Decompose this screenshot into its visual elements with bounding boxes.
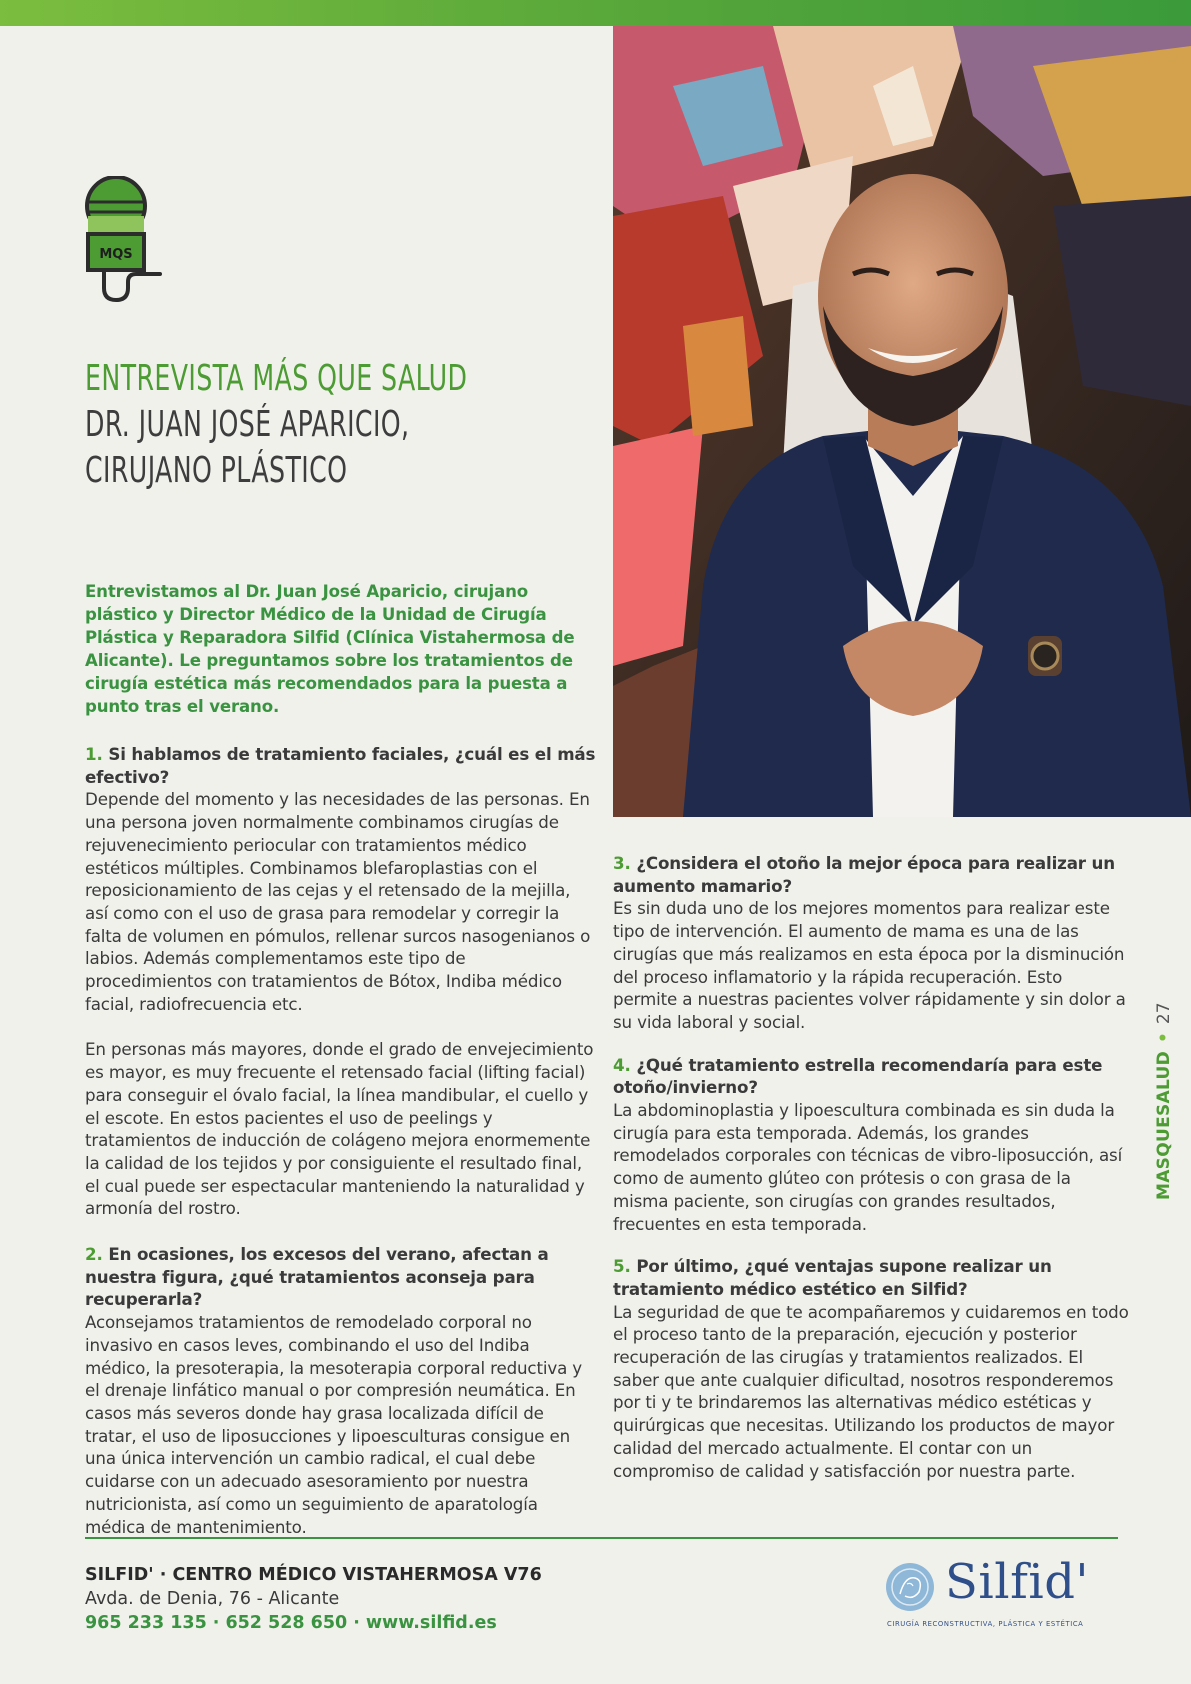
contact-separator: ·	[212, 1613, 220, 1633]
mic-label: MQS	[99, 247, 133, 262]
silfid-logo	[885, 1554, 1119, 1630]
side-folio	[1154, 1002, 1174, 1200]
article-title-block	[85, 356, 605, 494]
question-text: ¿Considera el otoño la mejor época para realizar un aumento mamario?	[613, 853, 1116, 896]
phone-1[interactable]: 965 233 135	[85, 1613, 207, 1633]
article-intro: Entrevistamos al Dr. Juan José Aparicio, cirujano plástico y Director Médico de la Unidad de Cirugía Plástica y Reparadora Silfid (Clínica Vistahermosa de Alicante). Le preguntamos sobre los tratamientos de cirugía estética más recomendados para la puesta a punto tras el verano.	[85, 582, 575, 716]
clinic-name: SILFID' · CENTRO MÉDICO VISTAHERMOSA V76	[85, 1565, 542, 1585]
question-text: Si hablamos de tratamiento faciales, ¿cuál es el más efectivo?	[85, 744, 596, 787]
microphone-icon	[82, 176, 178, 320]
question-text: ¿Qué tratamiento estrella recomendaría para este otoño/invierno?	[613, 1054, 1103, 1098]
question-number: 4.	[613, 1054, 631, 1075]
question-number: 3.	[613, 853, 631, 873]
logo-tagline: CIRUGÍA RECONSTRUCTIVA, PLÁSTICA Y ESTÉTICA	[887, 1620, 1084, 1628]
left-text-column	[85, 580, 597, 1558]
footer-contact-block	[85, 1563, 542, 1635]
contact-separator: ·	[353, 1613, 360, 1633]
answer-5: La seguridad de que te acompañaremos y cuidaremos en todo el proceso tanto de la preparación, ejecución y posterior recuperación de las cirugías y tratamientos realizados. El saber que ante cualquier dificultad, nosotros responderemos por ti y te brindaremos las alternativas médico estéticas y quirúrgicas que necesitas. Utilizando los productos de mayor calidad del mercado actualmente. El contar con un compromiso de calidad y satisfacción por nuestra parte.	[613, 1301, 1129, 1481]
logo-wordmark: Silfid'	[945, 1554, 1090, 1610]
section-kicker: ENTREVISTA MÁS QUE SALUD	[85, 358, 468, 399]
answer-3: Es sin duda uno de los mejores momentos para realizar este tipo de intervención. El aumento de mama es una de las cirugías que más realizamos en esta época por la disminución del proceso inflamatorio y la rápida recuperación. Esto permite a nuestras pacientes volver rápidamente y sin dolor a su vida laboral y social.	[613, 898, 1126, 1032]
page-title-line1: DR. JUAN JOSÉ APARICIO,	[85, 404, 410, 445]
top-accent-bar	[0, 0, 1191, 26]
question-number: 2.	[85, 1244, 103, 1265]
folio-separator: •	[1154, 1032, 1174, 1043]
answer-1-continued: En personas más mayores, donde el grado de envejecimiento es mayor, es muy frecuente el retensado facial (lifting facial) para conseguir el óvalo facial, la línea mandibular, el cuello y el escote. En estos pacientes el uso de peelings y tratamientos de inducción de colágeno mejora enormemente la calidad de los tejidos y por consiguiente el resultado final, el cual puede ser espectacular manteniendo la naturalidad y armonía del rostro.	[85, 1039, 594, 1219]
website-link[interactable]: www.silfid.es	[365, 1613, 497, 1633]
clinic-contacts	[85, 1611, 542, 1635]
phone-2[interactable]: 652 528 650	[225, 1613, 348, 1633]
question-4	[613, 1054, 1131, 1099]
answer-4: La abdominoplastia y lipoescultura combinada es sin duda la cirugía para esta temporada. Además, los grandes remodelados corporales con técnicas de vibro-liposucción, así como de aumento glúteo con prótesis o con grasa de la misma paciente, son cirugías con grandes resultados, frecuentes en esta temporada.	[613, 1100, 1123, 1234]
page-number: 27	[1154, 1002, 1174, 1025]
question-text: Por último, ¿qué ventajas supone realizar un tratamiento médico estético en Silfid?	[613, 1256, 1052, 1299]
clinic-address: Avda. de Denia, 76 - Alicante	[85, 1589, 340, 1609]
question-number: 1.	[85, 744, 103, 764]
question-3	[613, 852, 1131, 897]
question-number: 5.	[613, 1256, 631, 1277]
question-text: En ocasiones, los excesos del verano, afectan a nuestra figura, ¿qué tratamientos aconseja para recuperarla?	[85, 1244, 549, 1310]
silfid-logo-mark-icon	[885, 1562, 935, 1612]
question-2	[85, 1243, 597, 1311]
magazine-name: MASQUESALUD	[1154, 1050, 1174, 1200]
doctor-portrait-photo	[613, 26, 1191, 817]
answer-1: Depende del momento y las necesidades de las personas. En una persona joven normalmente combinamos cirugías de rejuvenecimiento periocular con tratamientos médico estéticos múltiples. Combinamos blefaroplastias con el reposicionamiento de las cejas y el retensado de la mejilla, así como con el uso de grasa para remodelar y corregir la falta de volumen en pómulos, rellenar surcos nasogenianos o labios. Además complementamos este tipo de procedimientos con tratamientos de Bótox, Indiba médico facial, radiofrecuencia etc.	[85, 789, 591, 1014]
answer-2: Aconsejamos tratamientos de remodelado corporal no invasivo en casos leves, combinando el uso del Indiba médico, la presoterapia, la mesoterapia corporal reductiva y el drenaje linfático manual o por compresión neumática. En casos más severos donde hay grasa localizada difícil de tratar, el uso de liposucciones y lipoesculturas consigue en una única intervención un cambio radical, el cual debe cuidarse con un adecuado asesoramiento por nuestra nutricionista, así como un seguimiento de aparatología médica de mantenimiento.	[85, 1312, 583, 1537]
footer-divider	[85, 1537, 1118, 1539]
question-5	[613, 1255, 1131, 1300]
right-text-column	[613, 852, 1131, 1502]
page-title-line2: CIRUJANO PLÁSTICO	[85, 450, 348, 491]
question-1	[85, 743, 597, 788]
